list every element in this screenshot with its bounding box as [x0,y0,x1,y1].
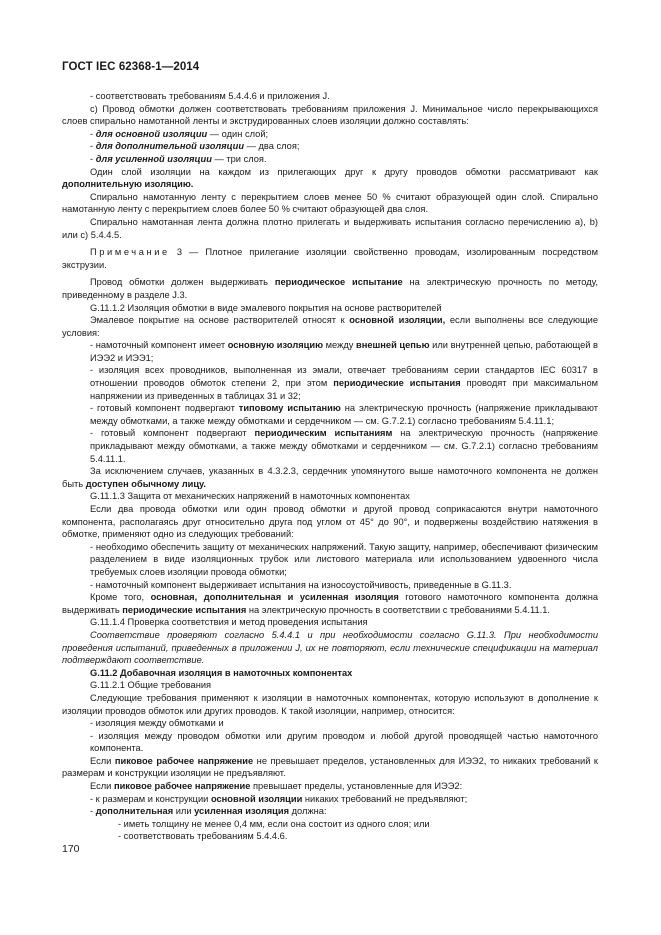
term: периодическим испытаниям [254,428,393,439]
section-heading [62,679,598,692]
text: Кроме того, [90,592,151,603]
paragraph [62,314,598,339]
section-heading [62,302,598,315]
list-item [62,427,598,465]
section-heading [62,667,598,680]
list-item [62,153,598,166]
text: - к размерам и конструкции [90,793,211,804]
term: периодические испытания [333,378,461,389]
page-number: 170 [62,843,80,855]
list-item [62,818,598,831]
text: - соответствовать требованиям 5.4.4.6. [118,831,288,842]
text: - иметь толщину не менее 0,4 мм, если она состоит из одного слоя; или [118,818,430,829]
text: Следующие требования применяют к изоляции в намоточных компонентах, которую используют в дополнение к изоляции проводов обмоток или других проводов. К такой изоляции, например, относится: [62,692,598,716]
text: на электрическую прочность (напряжение прикладывают между обмотками, а также между обмотками и сердечником — см. G.7.2.1) согласно требованиям 5.4.11.1; [90,403,598,426]
text: G.11.1.3 Защита от механических напряжений в намоточных компонентах [90,491,410,502]
text: Соответствие проверяют согласно 5.4.4.1 и при необходимости согласно G.11.3. При необходимости проведения испытаний, приведенных в приложении J, их не повторяют, если технические спецификации на материал подтверждают соответствие. [62,629,598,666]
text: - намоточный компонент выдерживает испытания на износоустойчивость, приведенные в G.11.3. [90,579,512,590]
list-item [62,140,598,153]
list-item [62,90,598,103]
term: внешней цепью [356,340,430,351]
text: Спирально намотанную ленту с перекрытием слоев менее 50 % считают образующей один слой. Спирально намотанную ленту с перекрытием слоев более 50 % считают образующей два слоя. [62,191,598,215]
term: типовому испытанию [238,403,341,414]
paragraph [62,191,598,216]
text: или [173,806,195,817]
term: для дополнительной изоляции [95,141,245,152]
paragraph [62,780,598,793]
section-heading [62,616,598,629]
list-item [62,364,598,402]
text: Если [90,781,114,792]
paragraph [62,465,598,490]
text: - изоляция всех проводников, выполненная из эмали, отвечает требованиям серии стандартов IEC 60317 в отношении проводов обмоток степени 2, при этом [90,365,598,389]
text: если выполнены все следующие условия: [62,315,598,338]
text: превышает пределы, установленные для ИЭЭ2: [250,781,463,792]
list-item [62,805,598,818]
text: готового намоточного компонента должна выдерживать [62,592,599,615]
text: За исключением случаев, указанных в 4.3.2.3, сердечник упомянутого выше намоточного компонента не должен быть [62,466,598,489]
text: не превышает пределов, установленных для ИЭЭ2, то никаких требований к размерам и конструкции изоляции не предъявляют. [62,755,598,779]
paragraph [62,276,598,301]
text: - [90,141,96,152]
text: - [90,806,96,817]
list-item [62,541,598,579]
text: - готовый компонент подвергают [90,403,239,414]
term: пиковое рабочее напряжение [113,781,251,792]
paragraph [62,629,598,667]
text: на электрическую прочность (напряжение прикладывают между обмотками, а также между обмотками и сердечником — см. G.7.2.1) согласно требованиям 5.4.11.1. [90,428,598,464]
text: G.11.2.1 Общие требования [90,680,212,691]
text: - необходимо обеспечить защиту от механических напряжений. Такую защиту, например, обеспечивают физическим разделением в виде изоляционных трубок или листового материала или использованием удвоенного числа требуемых слоев изоляции провода обмотки; [90,541,598,577]
text: — три слоя. [211,153,267,164]
text: G.11.2 Добавочная изоляция в намоточных компонентах [90,667,353,678]
text: - готовый компонент подвергают [90,428,255,439]
text: Эмалевое покрытие на основе растворителей относят к [90,315,350,326]
list-item [62,339,598,364]
page-body [62,90,598,843]
term: периодическое испытание [274,277,403,288]
paragraph [62,755,598,780]
text: должна: [289,806,327,817]
text: Если [90,755,115,766]
paragraph [62,591,598,616]
note [62,246,598,271]
text: G.11.1.4 Проверка соответствия и метод проведения испытания [90,617,368,628]
text: никаких требований не предъявляют; [302,793,468,804]
note-label: Примечание [90,247,170,258]
text: - [90,128,96,139]
text: или внутренней цепью, работающей в ИЭЭ2 и ИЭЭ1; [90,340,598,363]
text: - [90,153,96,164]
page-header-title: ГОСТ IEC 62368-1—2014 [62,61,200,73]
list-item [62,730,598,755]
list-item [62,717,598,730]
text: - соответствовать требованиям 5.4.4.6 и приложения J. [90,91,330,101]
text: G.11.1.2 Изоляция обмотки в виде эмалевого покрытия на основе растворителей [90,302,442,313]
list-item [62,579,598,592]
text: - изоляция между проводом обмотки или другим проводом и любой другой проводящей частью намоточного компонента. [90,730,598,754]
text: — один слой; [207,128,269,139]
text: - намоточный компонент имеет [90,340,228,351]
term: основную изоляцию [227,340,324,351]
text: Спирально намотанная лента должна плотно прилегать и выдерживать испытания согласно перечислению a), b) или c) 5.4.4.5. [62,216,598,240]
term: дополнительную изоляцию. [62,179,194,190]
text: между [323,340,357,351]
term: основной изоляции [210,793,303,804]
term: периодические испытания [122,604,247,615]
text: Один слой изоляции на каждом из прилегающих друг к другу проводов обмотки рассматривают как [90,166,598,177]
term: пиковое рабочее напряжение [114,755,254,766]
text: Если два провода обмотки или один провод обмотки и другой провод соприкасаются внутри намоточного компонента, располагаясь друг относительно друга под углом от 45° до 90°, и подвержены воздействию натяжения в обмотке, применяют одно из следующих требований: [62,504,598,540]
text: Провод обмотки должен выдерживать [90,277,275,288]
text: - изоляция между обмотками и [90,718,224,729]
term: для усиленной изоляции [95,153,212,164]
text: c) Провод обмотки должен соответствовать требованиям приложения J. Минимальное число перекрывающихся слоев спирально намотанной ленты и экструдированных слоев изоляции должно составлять: [62,103,598,127]
text: — два слоя; [244,141,300,152]
paragraph [62,216,598,241]
term: доступен обычному лицу. [85,478,206,489]
paragraph [62,103,598,128]
paragraph [62,503,598,541]
section-heading [62,490,598,503]
text: 3 — Плотное прилегание изоляции свойственно проводам, изолированным посредством экструзии. [62,247,598,270]
term: усиленная изоляция [194,806,290,817]
text: на электрическую прочность в соответствии с требованиями 5.4.11.1. [246,604,550,615]
list-item [62,128,598,141]
paragraph [62,692,598,717]
list-item [62,830,598,843]
term: основной изоляции, [349,315,446,326]
list-item [62,402,598,427]
list-item [62,793,598,806]
text: на электрическую прочность по методу, приведенному в разделе J.3. [62,277,598,300]
term: для основной изоляции [95,128,208,139]
term: дополнительная [95,806,174,817]
text: проводят при максимальном напряжении из приведенных в таблицах 31 и 32; [90,378,599,401]
term: основная, дополнительная и усиленная изоляция [150,592,399,603]
paragraph [62,166,598,191]
